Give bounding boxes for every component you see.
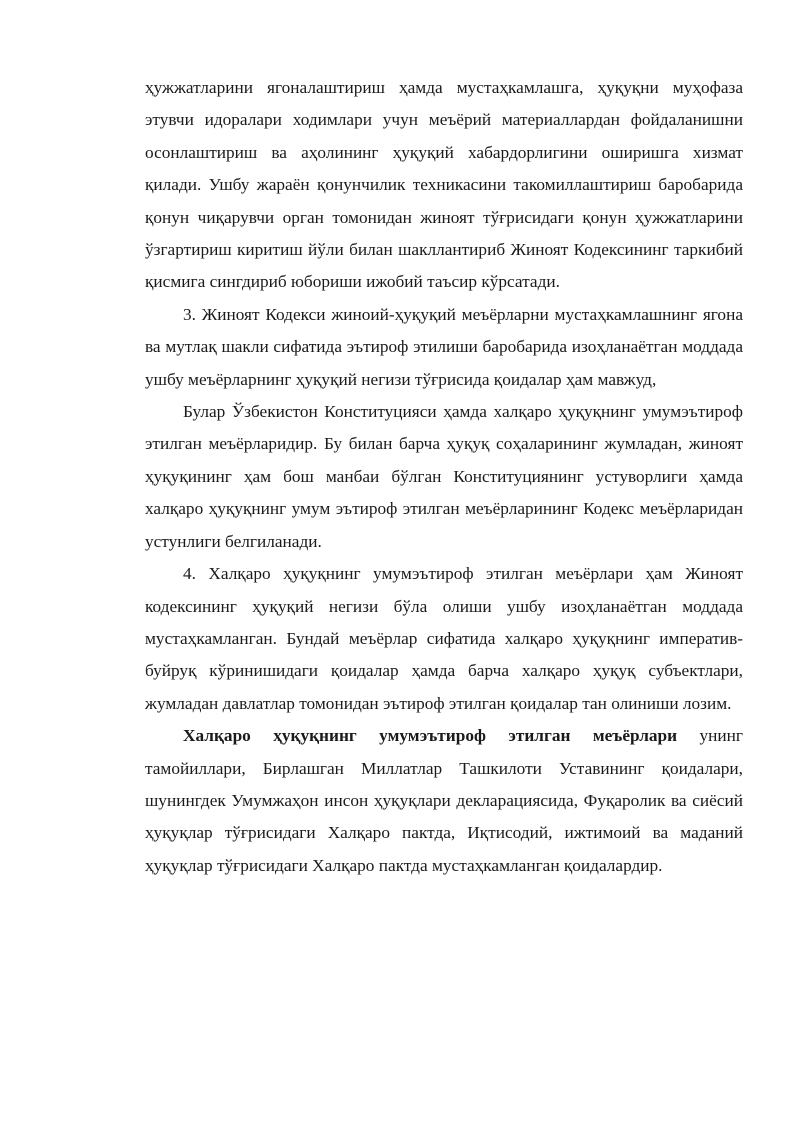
paragraph-5-text: унинг тамойиллари, Бирлашган Миллатлар Ташкилоти Уставининг қоидалари, шунингдек Умумжаҳон инсон ҳуқуқлари декларациясида, Фуқаролик ва сиёсий ҳуқуқлар тўғрисидаги Халқаро пактда, Иқтисодий, ижтимоий ва маданий ҳуқуқлар тўғрисидаги Халқаро пактда мустаҳкамланган қоидалардир. [145,726,743,875]
paragraph-5-bold-term: Халқаро ҳуқуқнинг умумэътироф этилган меъёрлари [183,726,678,746]
paragraph-1: ҳужжатларини ягоналаштириш ҳамда мустаҳкамлашга, ҳуқуқни муҳофаза этувчи идоралари ходимлари учун меъёрий материаллардан фойдаланишни осонлаштириш ва аҳолининг ҳуқуқий хабардорлигини оширишга хизмат қилади. Ушбу жараён қонунчилик техникасини такомиллаштириш баробарида қонун чиқарувчи орган томонидан жиноят тўғрисидаги қонун ҳужжатларини ўзгартириш киритиш йўли билан шакллантириб Жиноят Кодексининг таркибий қисмига сингдириб юбориши ижобий таъсир кўрсатади. [145,78,743,292]
document-body [145,72,743,882]
paragraph-4: 4. Халқаро ҳуқуқнинг умумэътироф этилган меъёрлари ҳам Жиноят кодексининг ҳуқуқий негизи бўла олиши ушбу изоҳланаётган моддада мустаҳкамланган. Бундай меъёрлар сифатида халқаро ҳуқуқнинг императив-буйруқ кўринишидаги қоидалар ҳамда барча халқаро ҳуқуқ субъектлари, жумладан давлатлар томонидан эътироф этилган қоидалар тан олиниши лозим. [145,564,743,713]
paragraph-5 [145,720,743,882]
paragraph-3: Булар Ўзбекистон Конституцияси ҳамда халқаро ҳуқуқнинг умумэътироф этилган меъёрларидир. Бу билан барча ҳуқуқ соҳаларининг жумладан, жиноят ҳуқуқининг ҳам бош манбаи бўлган Конституциянинг устуворлиги ҳамда халқаро ҳуқуқнинг умум эътироф этилган меъёрларининг Кодекс меъёрларидан устунлиги белгиланади. [145,402,743,551]
paragraph-2: 3. Жиноят Кодекси жиноий-ҳуқуқий меъёрларни мустаҳкамлашнинг ягона ва мутлақ шакли сифатида эътироф этилиши баробарида изоҳланаётган моддада ушбу меъёрларнинг ҳуқуқий негизи тўғрисида қоидалар ҳам мавжуд, [145,304,743,389]
